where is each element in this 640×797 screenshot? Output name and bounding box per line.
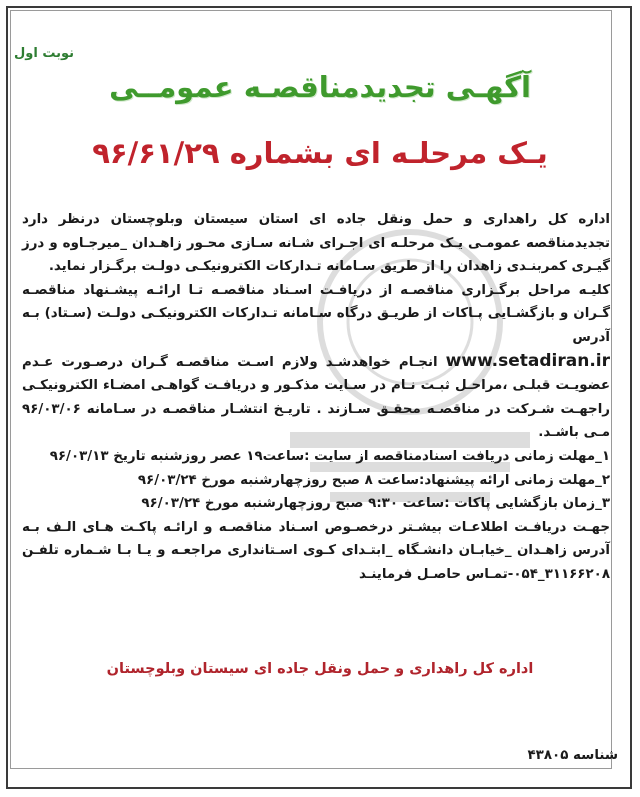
paragraph-procedure-text: کلیـه مراحل برگـزاری مناقصـه از دریافـت اسـناد مناقصـه تـا ارائـه پیشـنهاد مناقصـه گـران و بازگشـایی پـاکات از طریـق درگاه سـامانه تـدارکات الکترونیکـی دولـت (سـتاد) بـه آدرس [22, 282, 610, 345]
paragraph-intro: اداره کل راهداری و حمل ونقل جاده ای استان سیستان وبلوچستان درنظر دارد تجدیدمناقصه عمومـی یـک مرحلـه ای اجـرای شـانه سـازی محـور زاهـدان _میرجـاوه و درز گیـری کمربنـدی زاهدان را از طریق سـامانه تـدارکات الکترونیکـی دولـت برگـزار نماید. [22, 212, 610, 275]
paragraph-procedure [22, 279, 610, 445]
ad-title: آگهـی تجدیدمناقصـه عمومــی [109, 70, 531, 104]
reference-number: شناسه ۴۳۸۰۵ [527, 748, 618, 763]
deadline-item: ۳_زمان بازگشایی پاکات :ساعت ۹:۳۰ صبح روزچهارشنبه مورخ ۹۶/۰۳/۲۴ [141, 496, 610, 512]
deadline-list [22, 445, 610, 516]
issuing-office: اداره کل راهداری و حمل ونقل جاده ای سیستان وبلوچستان [106, 661, 534, 677]
setad-url-link[interactable]: www.setadiran.ir [445, 350, 611, 371]
deadline-item: ۲_مهلت زمانی ارائه پیشنهاد:ساعت ۸ صبح روزچهارشنبه مورخ ۹۶/۰۳/۲۴ [137, 472, 610, 488]
round-badge: نوبت اول [14, 46, 75, 61]
paragraph-after-url: انجـام خواهدشـد ولازم اسـت مناقصـه گـران درصـورت عـدم عضویـت قبلـی ،مراحـل ثبـت نـام در سـایت مذکـور و دریافـت گواهـی امضـاء الکترونیکـی راجهـت شـرکت در مناقصـه محقـق سـازند . تاریـخ انتشـار مناقصـه در سـامانه ۹۶/۰۳/۰۶ مـی باشـد. [22, 354, 610, 441]
ad-subtitle: یـک مرحلـه ای بشماره ۹۶/۶۱/۲۹ [92, 136, 548, 170]
ad-body [22, 208, 610, 587]
paragraph-contact: جهـت دریافـت اطلاعـات بیشـتر درخصـوص اسـناد مناقصـه و ارائـه پاکـت هـای الـف بـه آدرس زاهـدان _خیابـان دانشـگاه _ابتـدای کـوی اسـتانداری مراجعـه و یـا بـا شـماره تلفـن ۳۱۱۶۶۲۰۸_۰۵۴-تمـاس حاصـل فرماینـد [22, 519, 610, 582]
deadline-item: ۱_مهلت زمانی دریافت اسنادمناقصه از سایت :ساعت۱۹ عصر روزشنبه تاریخ ۹۶/۰۳/۱۳ [49, 448, 610, 464]
